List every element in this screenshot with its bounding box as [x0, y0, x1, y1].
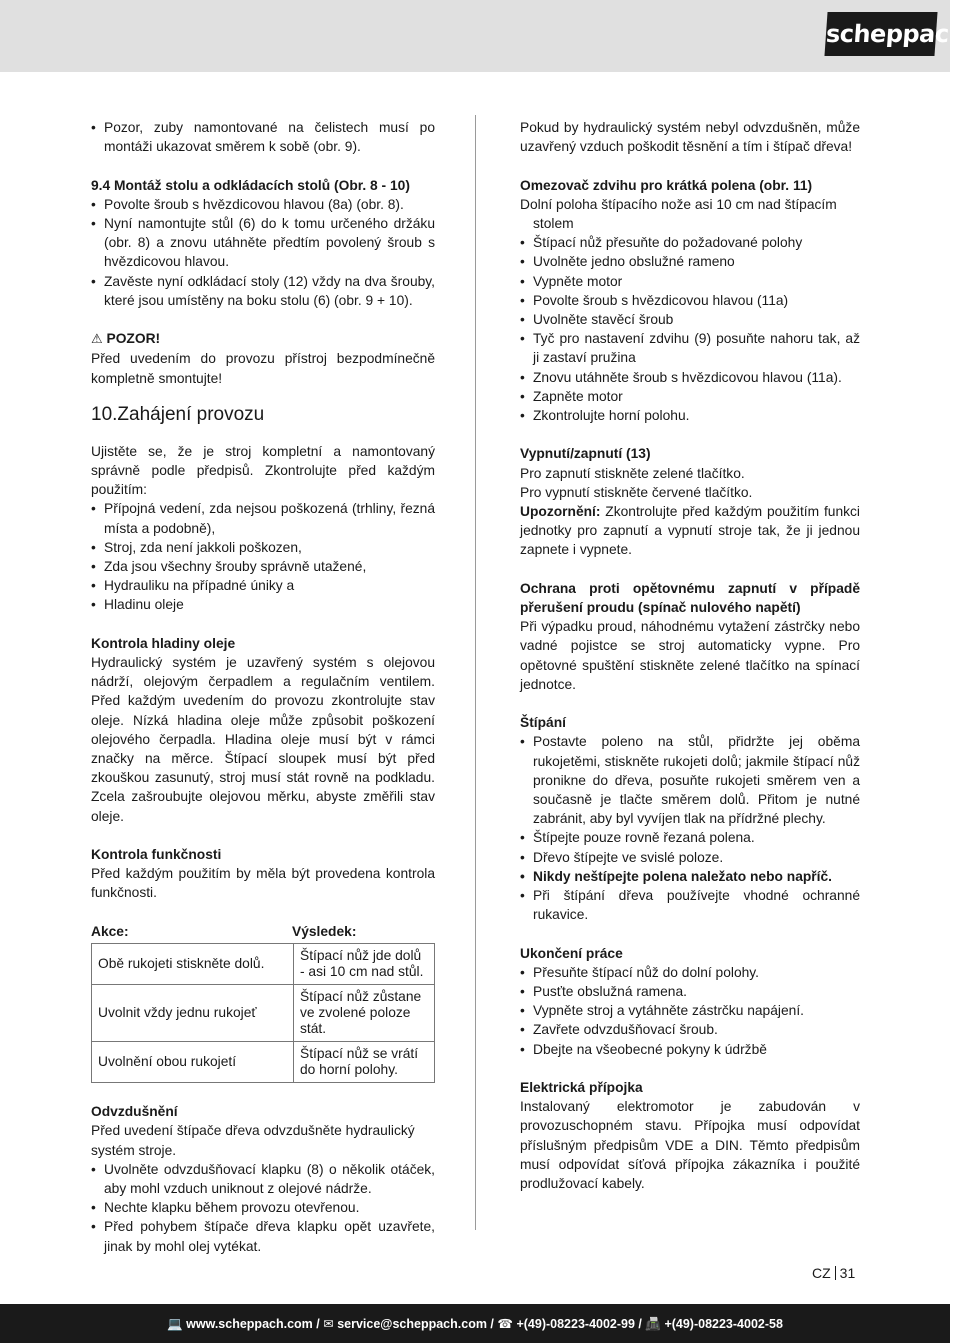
computer-icon: 💻 — [167, 1316, 183, 1331]
page-separator — [835, 1266, 836, 1280]
phone-icon: ☎ — [497, 1316, 513, 1331]
oil-heading: Kontrola hladiny oleje — [91, 635, 236, 651]
list-item: • Tyč pro nastavení zdvihu (9) posuňte nahoru tak, až ji zastaví pružina — [520, 329, 860, 367]
on-off-line-2: Pro vypnutí stiskněte červené tlačítko. — [520, 484, 753, 500]
splitting-list — [520, 732, 860, 924]
stroke-limiter-heading: Omezovač zdvihu pro krátká polena (obr. 11) — [520, 177, 813, 193]
list-item: • Zavřete odvzdušňovací šroub. — [520, 1020, 860, 1039]
electrical-heading: Elektrická přípojka — [520, 1080, 643, 1096]
bullet-list — [91, 118, 435, 156]
footer-mail[interactable]: service@scheppach.com / — [337, 1317, 494, 1331]
warning-title: POZOR! — [106, 331, 161, 347]
note-label: Upozornění: — [520, 504, 601, 520]
list-item: • Hladinu oleje — [91, 595, 435, 614]
warning-heading — [91, 329, 435, 349]
header-band — [0, 0, 950, 72]
list-item: • Uvolněte odvzdušňovací klapku (8) o několik otáček, aby mohl vzduch uniknout z olejové nádrže. — [91, 1160, 435, 1198]
function-table — [91, 943, 435, 1083]
restart-protection-heading: Ochrana proti opětovnému zapnutí v případě přerušení proudu (spínač nulového napětí) — [520, 580, 860, 616]
electrical-text: Instalovaný elektromotor je zabudován v provozuschopném stavu. Přípojka musí odpovídat příslušným předpisům VDE a DIN. Těmto předpisům musí odpovídat síťová přípojka zákazníka i použité prodlužovací kabely. — [520, 1099, 860, 1192]
page-num: 31 — [839, 1265, 856, 1281]
stroke-limiter-text: Dolní poloha štípacího nože asi 10 cm nad štípacím — [520, 196, 837, 212]
venting-warning: Pokud by hydraulický systém nebyl odvzdušněn, může uzavřený vzduch poškodit těsnění a tím i štípač dřeva! — [520, 120, 860, 155]
splitting-heading: Štípání — [520, 715, 566, 731]
list-item: • Před pohybem štípače dřeva klapku opět uzavřete, jinak by mohl olej vytékat. — [91, 1217, 435, 1255]
list-item: • Pusťte obslužná ramena. — [520, 982, 860, 1001]
footer-bar — [0, 1304, 950, 1343]
on-off-heading: Vypnutí/zapnutí (13) — [520, 446, 651, 462]
list-item: • Dbejte na všeobecné pokyny k údržbě — [520, 1040, 860, 1059]
warning-icon: ⚠ — [91, 332, 103, 348]
end-work-list — [520, 963, 860, 1059]
list-item: • Stroj, zda není jakkoli poškozen, — [91, 538, 435, 557]
on-off-line-1: Pro zapnutí stiskněte zelené tlačítko. — [520, 465, 745, 481]
table-cell-result: Štípací nůž se vrátí do horní polohy. — [294, 1042, 435, 1083]
right-column — [520, 118, 860, 1193]
table-mount-list — [91, 195, 435, 310]
table-row — [92, 985, 435, 1042]
list-item: • Přípojná vedení, zda nejsou poškozená (trhliny, řezná místa a podobně), — [91, 499, 435, 537]
table-header — [91, 922, 435, 941]
list-item: • Hydrauliku na případné úniky a — [91, 576, 435, 595]
column-divider — [475, 115, 476, 1230]
list-item: • Zda jsou všechny šrouby správně utažené, — [91, 557, 435, 576]
restart-protection-text: Při výpadku proud, náhodnému vytažení zástrčky nebo vadné pojistce se stroj automaticky vypne. Pro opětovné spuštění stiskněte zelené tlačítko na spínací jednotce. — [520, 619, 860, 692]
brand-logo: scheppach — [824, 12, 937, 56]
stroke-limiter-list — [520, 233, 860, 425]
list-item: • Vypněte stroj a vytáhněte zástrčku napájení. — [520, 1001, 860, 1020]
list-item: • Zavěste nyní odkládací stoly (12) vždy na dva šrouby, které jsou umístěny na boku stolu (6) (obr. 9 + 10). — [91, 272, 435, 310]
intro-text: Ujistěte se, že je stroj kompletní a namontovaný správně podle předpisů. Zkontrolujte před každým použitím: — [91, 443, 435, 498]
list-item: • Znovu utáhněte šroub s hvězdicovou hlavou (11a). — [520, 368, 860, 387]
list-item: • Nyní namontujte stůl (6) do k tomu určeného držáku (obr. 8) a znovu utáhněte předtím povolený šroub s hvězdicovou hlavou. — [91, 214, 435, 272]
table-cell-action: Uvolnění obou rukojetí — [92, 1042, 294, 1083]
list-item: • Postavte poleno na stůl, přidržte jej oběma rukojetěmi, stiskněte rukojeti dolů; jakmile štípací nůž pronikne do dřeva, posuňte rukojeti směrem ven a současně je tlačte směrem dolů. Přitom je nutné zabránit, aby byl vyvíjen tlak na přídržné plechy. — [520, 732, 860, 828]
table-header-result: Výsledek: — [292, 923, 357, 939]
list-item-bold: • Nikdy neštípejte polena naležato nebo napříč. — [520, 867, 860, 886]
venting-text: Před uvedení štípače dřeva odvzdušněte hydraulický systém stroje. — [91, 1123, 415, 1158]
table-cell-action: Obě rukojeti stiskněte dolů. — [92, 944, 294, 985]
list-item: • Nechte klapku během provozu otevřenou. — [91, 1198, 435, 1217]
list-item: • Povolte šroub s hvězdicovou hlavou (8a) (obr. 8). — [91, 195, 435, 214]
table-cell-result: Štípací nůž zůstane ve zvolené poloze stát. — [294, 985, 435, 1042]
section-heading-9-4: 9.4 Montáž stolu a odkládacích stolů (Obr. 8 - 10) — [91, 177, 410, 193]
footer-fax: +(49)-08223-4002-58 — [664, 1317, 783, 1331]
venting-heading: Odvzdušnění — [91, 1104, 178, 1120]
list-item: • Zapněte motor — [520, 387, 860, 406]
note-text: Zkontrolujte před každým použitím funkci jednotky pro zapnutí a vypnutí stroje tak, že ji jednou zapnete i vypnete. — [520, 504, 860, 558]
list-item: • Uvolněte jedno obslužné rameno — [520, 252, 860, 271]
stroke-limiter-text-cont: stolem — [533, 216, 574, 231]
table-cell-result: Štípací nůž jde dolů - asi 10 cm nad stůl. — [294, 944, 435, 985]
table-header-action: Akce: — [91, 923, 129, 939]
table-cell-action: Uvolnit vždy jednu rukojeť — [92, 985, 294, 1042]
note-paragraph — [520, 502, 860, 560]
list-item: • Štípejte pouze rovně řezaná polena. — [520, 828, 860, 847]
page-lang: CZ — [812, 1265, 831, 1281]
check-list — [91, 499, 435, 614]
footer-web[interactable]: www.scheppach.com / — [186, 1317, 320, 1331]
list-item: • Povolte šroub s hvězdicovou hlavou (11a) — [520, 291, 860, 310]
list-item: • Při štípání dřeva používejte vhodné ochranné rukavice. — [520, 886, 860, 924]
venting-list — [91, 1160, 435, 1256]
page-number — [812, 1265, 855, 1281]
warning-text: Před uvedením do provozu přístroj bezpodmínečně kompletně smontujte! — [91, 351, 435, 386]
list-item: • Pozor, zuby namontované na čelistech musí po montáži ukazovat směrem k sobě (obr. 9). — [91, 118, 435, 156]
list-item: • Zkontrolujte horní polohu. — [520, 406, 860, 425]
left-column — [91, 118, 435, 1256]
chapter-heading: 10.Zahájení provozu — [91, 403, 265, 425]
list-item: • Vypněte motor — [520, 272, 860, 291]
end-work-heading: Ukončení práce — [520, 945, 623, 961]
oil-text: Hydraulický systém je uzavřený systém s olejovou nádrží, olejovým čerpadlem a regulačním ventilem. Před každým uvedením do provozu zkontrolujte stav oleje. Nízká hladina oleje může způsobit poškození olejového čerpadla. Hladina oleje musí být v rámci značky na měrce. Štípací sloupek musí být před zkouškou zasunutý, stroj musí stát rovně na podkladu. Zcela zašroubujte olejovou měrku, abyste změřili stav oleje. — [91, 655, 435, 824]
list-item: • Dřevo štípejte ve svislé poloze. — [520, 848, 860, 867]
mail-icon: ✉ — [323, 1316, 334, 1331]
function-heading: Kontrola funkčnosti — [91, 847, 222, 863]
list-item: • Štípací nůž přesuňte do požadované polohy — [520, 233, 860, 252]
table-row — [92, 1042, 435, 1083]
table-row — [92, 944, 435, 985]
footer-phone: +(49)-08223-4002-99 / — [516, 1317, 642, 1331]
fax-icon: 📠 — [645, 1316, 661, 1331]
list-item: • Přesuňte štípací nůž do dolní polohy. — [520, 963, 860, 982]
function-text: Před každým použitím by měla být provedena kontrola funkčnosti. — [91, 866, 435, 901]
list-item: • Uvolněte stavěcí šroub — [520, 310, 860, 329]
